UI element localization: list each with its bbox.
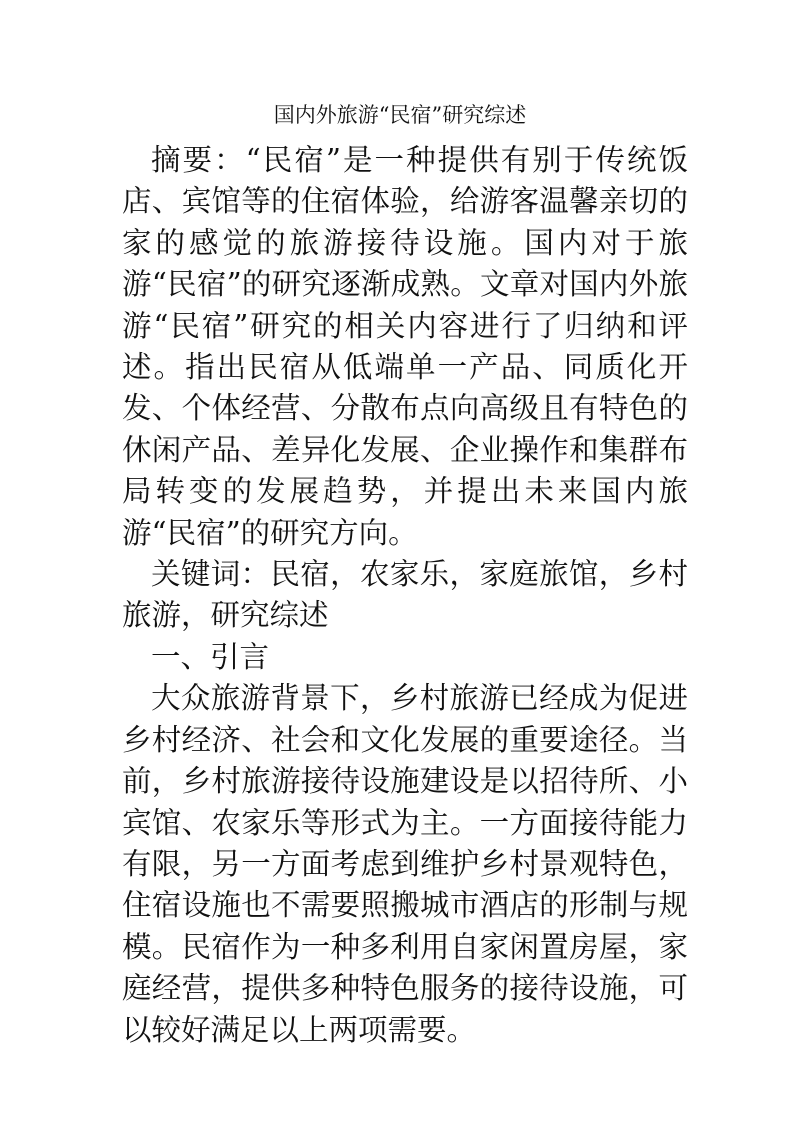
section-heading: 一、引言 (151, 639, 270, 674)
document-body (122, 140, 688, 1051)
keywords-paragraph: 关键词：民宿，农家乐，家庭旅馆，乡村旅游，研究综述 (122, 557, 688, 633)
intro-paragraph: 大众旅游背景下，乡村旅游已经成为促进乡村经济、社会和文化发展的重要途径。当前，乡村旅游接待设施建设是以招待所、小宾馆、农家乐等形式为主。一方面接待能力有限，另一方面考虑到维护乡村景观特色，住宿设施也不需要照搬城市酒店的形制与规模。民宿作为一种多利用自家闲置房屋，家庭经营，提供多种特色服务的接待设施，可以较好满足以上两项需要。 (122, 681, 688, 1047)
abstract-paragraph: 摘要：“民宿”是一种提供有别于传统饭店、宾馆等的住宿体验，给游客温馨亲切的家的感觉的旅游接待设施。国内对于旅游“民宿”的研究逐渐成熟。文章对国内外旅游“民宿”研究的相关内容进行了归纳和评述。指出民宿从低端单一产品、同质化开发、个体经营、分散布点向高级且有特色的休闲产品、差异化发展、企业操作和集群布局转变的发展趋势，并提出未来国内旅游“民宿”的研究方向。 (122, 143, 688, 550)
document-title: 国内外旅游“民宿”研究综述 (273, 103, 527, 127)
